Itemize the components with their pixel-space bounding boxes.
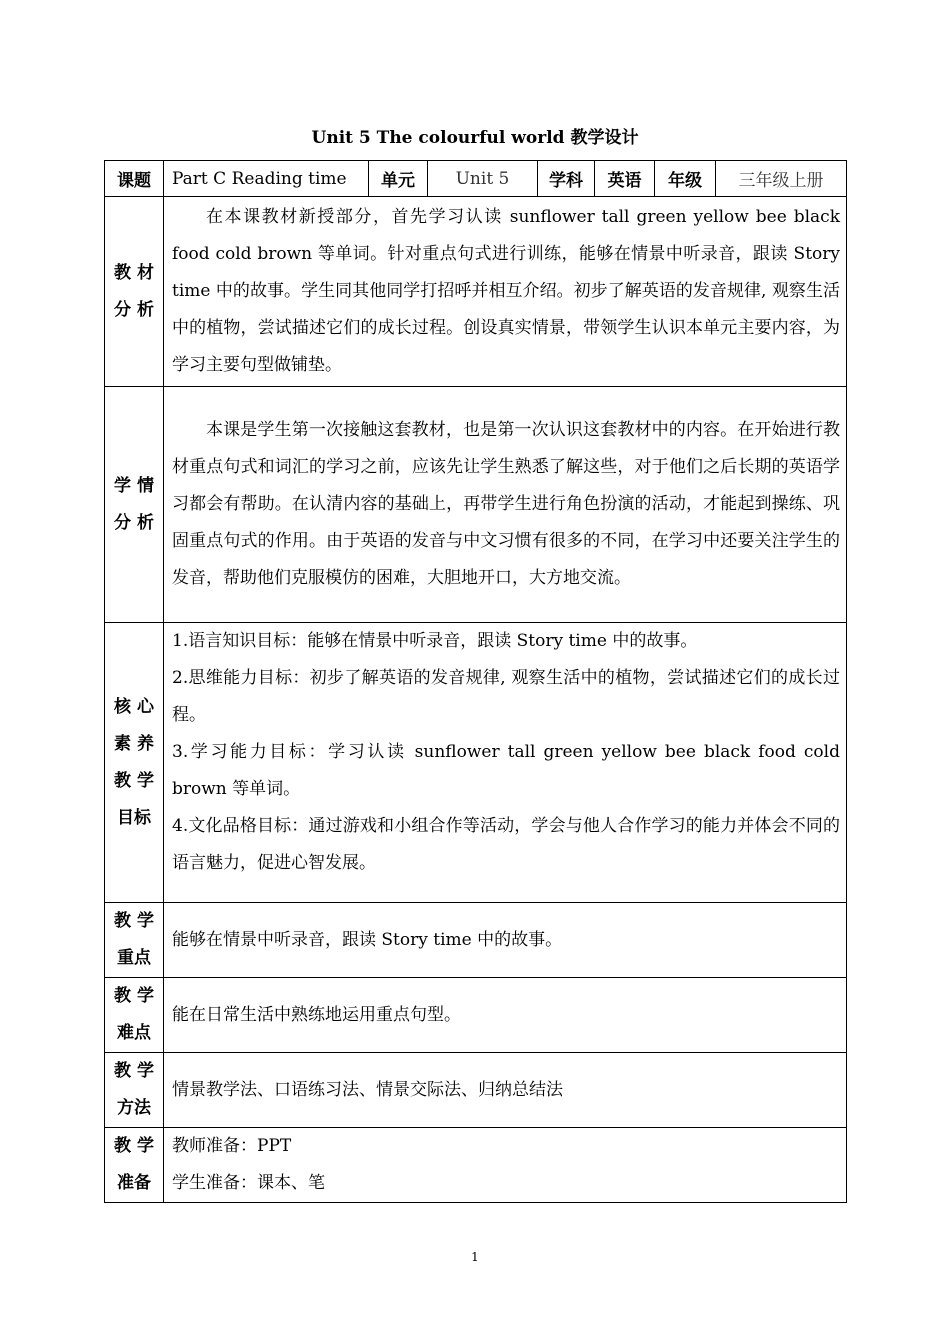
student-preparation: 学生准备：课本、笔 xyxy=(172,1173,325,1193)
subject-value: 英语 xyxy=(595,161,655,197)
methods-text: 情景教学法、口语练习法、情景交际法、归纳总结法 xyxy=(164,1053,847,1128)
material-analysis-label: 教 材 分 析 xyxy=(105,197,164,387)
unit-label: 单元 xyxy=(369,161,428,197)
goal-thinking: 2.思维能力目标：初步了解英语的发音规律, 观察生活中的植物，尝试描述它们的成长过程。 xyxy=(172,668,840,725)
goal-culture: 4.文化品格目标：通过游戏和小组合作等活动，学会与他人合作学习的能力并体会不同的语言魅力，促进心智发展。 xyxy=(172,816,840,873)
topic-value: Part C Reading time xyxy=(164,161,369,197)
preparation-text xyxy=(164,1128,847,1203)
student-analysis-text: 本课是学生第一次接触这套教材，也是第一次认识这套教材中的内容。在开始进行教材重点句式和词汇的学习之前，应该先让学生熟悉了解这些，对于他们之后长期的英语学习都会有帮助。在认清内容的基础上，再带学生进行角色扮演的活动，才能起到操练、巩固重点句式的作用。由于英语的发音与中文习惯有很多的不同，在学习中还要关注学生的发音，帮助他们克服模仿的困难，大胆地开口，大方地交流。 xyxy=(164,387,847,623)
core-goals-label: 核 心 素 养 教 学 目标 xyxy=(105,623,164,903)
lesson-plan-table xyxy=(104,160,847,1203)
unit-value: Unit 5 xyxy=(428,161,538,197)
page-number: 1 xyxy=(471,1250,479,1264)
methods-label: 教 学 方法 xyxy=(105,1053,164,1128)
student-analysis-label: 学 情 分 析 xyxy=(105,387,164,623)
grade-value: 三年级上册 xyxy=(716,161,847,197)
difficulties-text: 能在日常生活中熟练地运用重点句型。 xyxy=(164,978,847,1053)
teacher-preparation: 教师准备：PPT xyxy=(172,1136,292,1156)
methods-row xyxy=(105,1053,847,1128)
preparation-label: 教 学 准备 xyxy=(105,1128,164,1203)
key-points-label: 教 学 重点 xyxy=(105,903,164,978)
student-analysis-row xyxy=(105,387,847,623)
key-points-text: 能够在情景中听录音，跟读 Story time 中的故事。 xyxy=(164,903,847,978)
core-goals-row xyxy=(105,623,847,903)
grade-label: 年级 xyxy=(655,161,716,197)
preparation-row xyxy=(105,1128,847,1203)
difficulties-row xyxy=(105,978,847,1053)
topic-label: 课题 xyxy=(105,161,164,197)
header-row xyxy=(105,161,847,197)
difficulties-label: 教 学 难点 xyxy=(105,978,164,1053)
document-title: Unit 5 The colourful world 教学设计 xyxy=(311,128,639,148)
core-goals-text xyxy=(164,623,847,903)
key-points-row xyxy=(105,903,847,978)
goal-language: 1.语言知识目标：能够在情景中听录音，跟读 Story time 中的故事。 xyxy=(172,631,698,651)
subject-label: 学科 xyxy=(538,161,595,197)
goal-learning: 3.学习能力目标：学习认读 sunflower tall green yellow bee black food cold brown 等单词。 xyxy=(172,742,840,799)
material-analysis-text: 在本课教材新授部分，首先学习认读 sunflower tall green yellow bee black food cold brown 等单词。针对重点句式进行训练，能够在情景中听录音，跟读 Story time 中的故事。学生同其他同学打招呼并相互介绍。初步了解英语的发音规律, 观察生活中的植物，尝试描述它们的成长过程。创设真实情景，带领学生认识本单元主要内容，为学习主要句型做铺垫。 xyxy=(164,197,847,387)
material-analysis-row xyxy=(105,197,847,387)
